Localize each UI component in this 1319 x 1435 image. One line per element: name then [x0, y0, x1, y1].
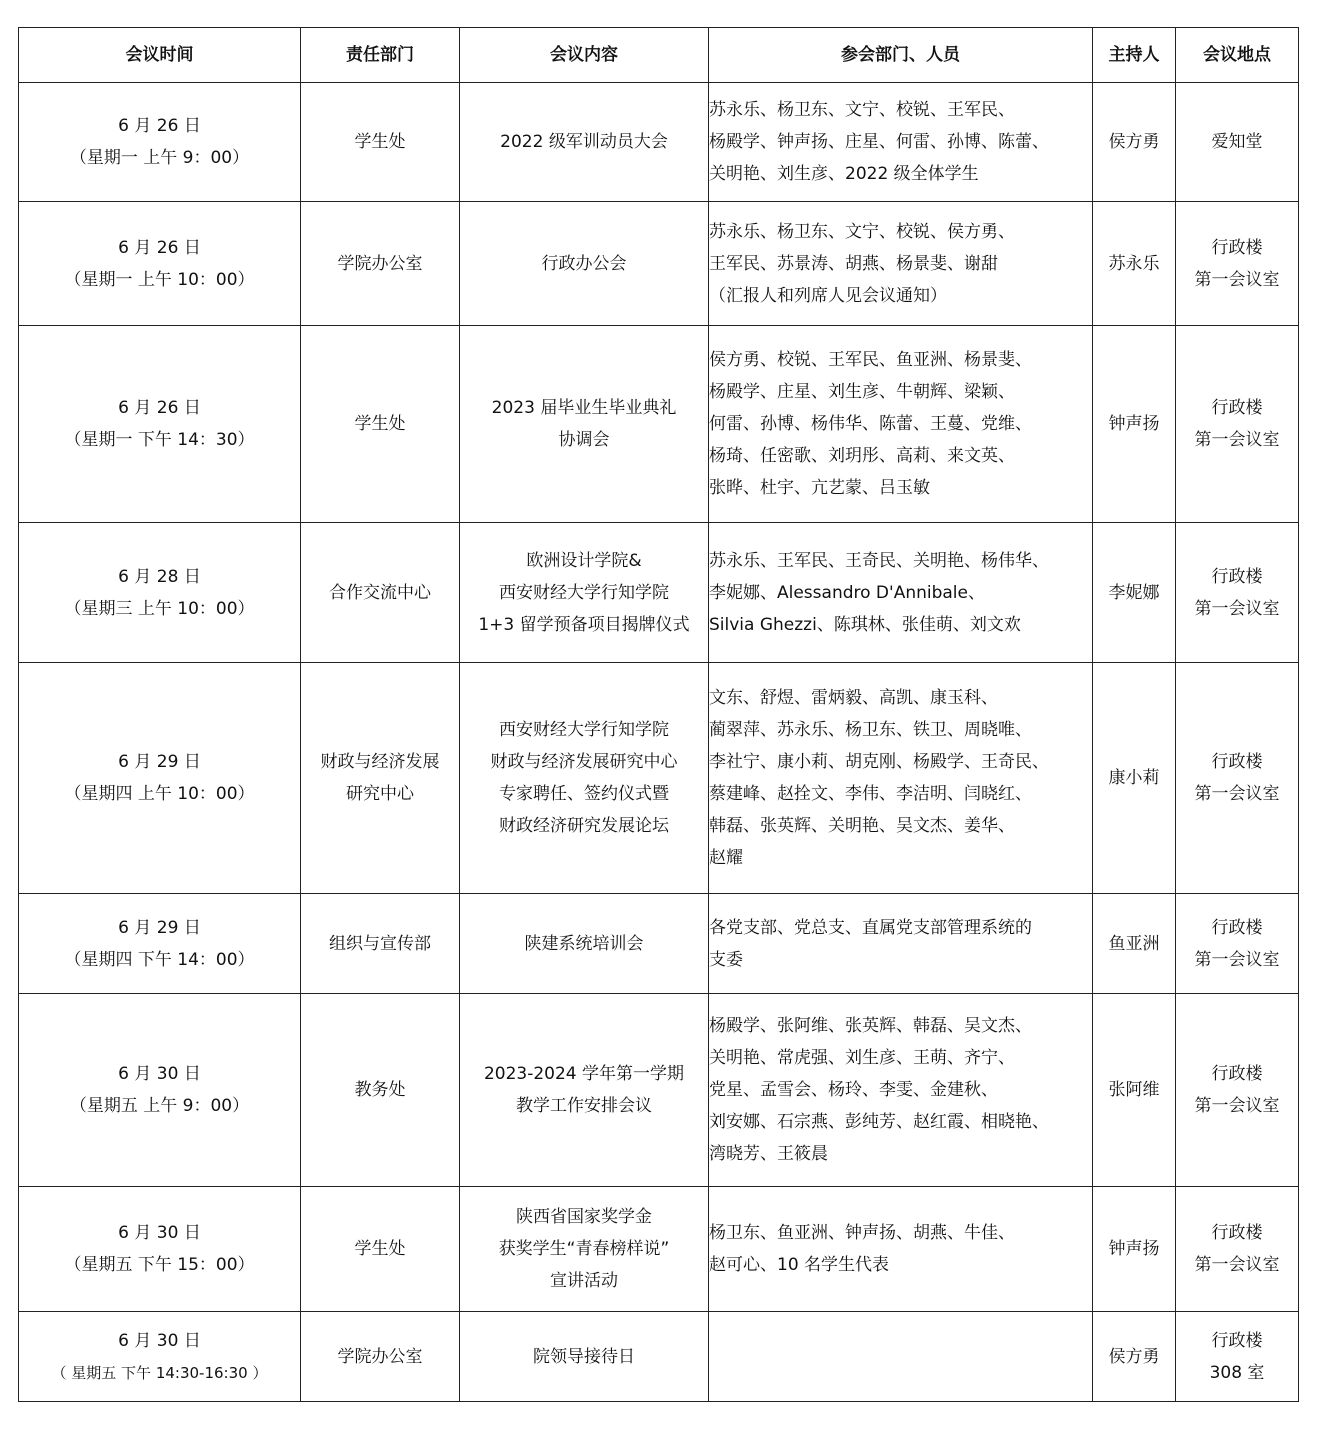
meeting-content-line: 行政办公会 [541, 253, 627, 274]
meeting-content-line: 获奖学生“青春榜样说” [498, 1239, 670, 1259]
meeting-date: 6 月 29 日 [118, 917, 201, 938]
attendees-line: 文东、舒煜、雷炳毅、高凯、康玉科、 [709, 688, 998, 708]
host-cell: 康小莉 [1093, 663, 1176, 894]
department-line: 研究中心 [346, 784, 414, 804]
attendees-line: 蔡建峰、赵拴文、李伟、李洁明、闫晓红、 [709, 784, 1032, 804]
location-line: 行政楼 [1211, 566, 1263, 587]
department-line: 合作交流中心 [329, 582, 431, 603]
location-line: 第一会议室 [1194, 430, 1280, 450]
meeting-content-cell [460, 1312, 709, 1402]
meeting-time-cell [19, 83, 301, 202]
meeting-weekday-time: （星期五 下午 15：00） [64, 1255, 255, 1275]
meeting-content-line: 专家聘任、签约仪式暨 [499, 784, 669, 804]
meeting-weekday-time: （星期一 上午 10：00） [64, 269, 255, 290]
meeting-content-cell [460, 994, 709, 1187]
table-row [19, 202, 1299, 326]
department-cell [301, 202, 460, 326]
location-line: 行政楼 [1211, 237, 1263, 258]
meeting-content-cell [460, 1187, 709, 1312]
location-cell [1176, 1187, 1299, 1312]
meeting-content-line: 欧洲设计学院& [526, 550, 642, 571]
department-cell [301, 1187, 460, 1312]
attendees-line: 李妮娜、Alessandro D'Annibale、 [709, 582, 985, 603]
department-line: 学生处 [354, 1239, 406, 1259]
department-line: 财政与经济发展 [320, 752, 440, 772]
location-line: 第一会议室 [1194, 269, 1280, 290]
location-line: 行政楼 [1211, 752, 1263, 772]
department-cell [301, 663, 460, 894]
meeting-weekday-time: （星期五 上午 9：00） [69, 1096, 250, 1116]
meeting-date: 6 月 30 日 [118, 1064, 201, 1084]
location-cell [1176, 663, 1299, 894]
attendees-line: 张晔、杜宇、亢艺蒙、吕玉敏 [709, 478, 930, 498]
location-line: 行政楼 [1211, 1330, 1263, 1351]
department-line: 教务处 [354, 1080, 406, 1100]
attendees-line: 赵耀 [709, 848, 743, 868]
location-line: 第一会议室 [1194, 784, 1280, 804]
meeting-content-cell [460, 894, 709, 994]
meeting-date: 6 月 30 日 [118, 1223, 201, 1243]
header-location: 会议地点 [1176, 28, 1299, 83]
attendees-line: 杨琦、任密歌、刘玥彤、高莉、来文英、 [709, 446, 1015, 466]
department-line: 组织与宣传部 [329, 933, 431, 954]
department-line: 学生处 [354, 132, 406, 152]
meeting-content-line: 财政与经济发展研究中心 [490, 752, 678, 772]
attendees-line: 杨殿学、钟声扬、庄星、何雷、孙博、陈蕾、 [709, 132, 1049, 152]
header-attendees: 参会部门、人员 [709, 28, 1093, 83]
host-cell: 侯方勇 [1093, 83, 1176, 202]
meeting-content-line: 1+3 留学预备项目揭牌仪式 [478, 614, 690, 635]
header-dept: 责任部门 [301, 28, 460, 83]
attendees-line: 各党支部、党总支、直属党支部管理系统的 [709, 917, 1032, 938]
meeting-date: 6 月 26 日 [118, 398, 201, 418]
header-time: 会议时间 [19, 28, 301, 83]
location-line: 第一会议室 [1194, 1255, 1280, 1275]
meeting-content-line: 2023 届毕业生毕业典礼 [491, 398, 677, 418]
department-cell [301, 1312, 460, 1402]
attendees-line: （汇报人和列席人见会议通知） [709, 285, 947, 306]
attendees-line: 支委 [709, 949, 743, 970]
location-cell [1176, 994, 1299, 1187]
attendees-line: 侯方勇、校锐、王军民、鱼亚洲、杨景斐、 [709, 350, 1032, 370]
host-cell: 钟声扬 [1093, 1187, 1176, 1312]
attendees-cell [709, 326, 1093, 523]
location-cell [1176, 1312, 1299, 1402]
department-cell [301, 326, 460, 523]
meeting-time-cell [19, 894, 301, 994]
attendees-line: 刘安娜、石宗燕、彭纯芳、赵红霞、相晓艳、 [709, 1112, 1049, 1132]
attendees-line: 苏永乐、杨卫东、文宁、校锐、侯方勇、 [709, 221, 1015, 242]
department-cell [301, 994, 460, 1187]
location-line: 第一会议室 [1194, 949, 1280, 970]
meeting-weekday-time: （星期四 上午 10：00） [64, 784, 255, 804]
meeting-content-line: 陕西省国家奖学金 [516, 1207, 652, 1227]
attendees-line: 党星、孟雪会、杨玲、李雯、金建秋、 [709, 1080, 998, 1100]
meeting-content-line: 2023-2024 学年第一学期 [483, 1064, 685, 1084]
meeting-content-line: 院领导接待日 [533, 1346, 635, 1367]
host-cell: 李妮娜 [1093, 523, 1176, 663]
meeting-weekday-time: （星期四 下午 14：00） [64, 949, 255, 970]
meeting-time-cell [19, 663, 301, 894]
meeting-weekday-time: （星期一 下午 14：30） [64, 430, 255, 450]
location-cell [1176, 83, 1299, 202]
department-line: 学生处 [354, 414, 406, 434]
department-cell [301, 83, 460, 202]
meeting-time-cell [19, 994, 301, 1187]
header-host: 主持人 [1093, 28, 1176, 83]
meeting-content-cell [460, 202, 709, 326]
location-line: 308 室 [1209, 1362, 1265, 1383]
table-row [19, 326, 1299, 523]
attendees-cell [709, 83, 1093, 202]
attendees-line: 苏永乐、杨卫东、文宁、校锐、王军民、 [709, 100, 1015, 120]
host-cell: 侯方勇 [1093, 1312, 1176, 1402]
meeting-schedule-table [18, 27, 1299, 1402]
header-row [19, 28, 1299, 83]
table-row [19, 994, 1299, 1187]
meeting-date: 6 月 29 日 [118, 752, 201, 772]
meeting-time-cell [19, 326, 301, 523]
attendees-line: 关明艳、常虎强、刘生彦、王萌、齐宁、 [709, 1048, 1015, 1068]
attendees-line: 蔺翠萍、苏永乐、杨卫东、铁卫、周晓唯、 [709, 720, 1032, 740]
attendees-cell [709, 1312, 1093, 1402]
location-line: 行政楼 [1211, 1223, 1263, 1243]
location-cell [1176, 326, 1299, 523]
attendees-line: 王军民、苏景涛、胡燕、杨景斐、谢甜 [709, 253, 998, 274]
attendees-cell [709, 1187, 1093, 1312]
location-line: 行政楼 [1211, 398, 1263, 418]
attendees-line: 杨殿学、张阿维、张英辉、韩磊、吴文杰、 [709, 1016, 1032, 1036]
attendees-line: 苏永乐、王军民、王奇民、关明艳、杨伟华、 [709, 550, 1049, 571]
meeting-time-cell [19, 1312, 301, 1402]
attendees-line: 湾晓芳、王筱晨 [709, 1144, 828, 1164]
table-row [19, 663, 1299, 894]
meeting-content-cell [460, 663, 709, 894]
meeting-content-line: 2022 级军训动员大会 [500, 132, 668, 152]
location-line: 第一会议室 [1194, 1096, 1280, 1116]
attendees-cell [709, 994, 1093, 1187]
meeting-content-line: 陕建系统培训会 [524, 933, 644, 954]
meeting-content-cell [460, 83, 709, 202]
meeting-weekday-time: （ 星期五 下午 14:30-16:30 ） [51, 1363, 268, 1382]
meeting-date: 6 月 30 日 [118, 1330, 201, 1351]
attendees-line: 何雷、孙博、杨伟华、陈蕾、王蔓、党维、 [709, 414, 1032, 434]
attendees-line: Silvia Ghezzi、陈琪林、张佳萌、刘文欢 [709, 614, 1021, 635]
host-cell: 苏永乐 [1093, 202, 1176, 326]
table-row [19, 1187, 1299, 1312]
attendees-line: 李社宁、康小莉、胡克刚、杨殿学、王奇民、 [709, 752, 1049, 772]
meeting-time-cell [19, 523, 301, 663]
location-cell [1176, 894, 1299, 994]
meeting-content-line: 西安财经大学行知学院 [499, 582, 669, 603]
attendees-line: 韩磊、张英辉、关明艳、吴文杰、姜华、 [709, 816, 1015, 836]
meeting-weekday-time: （星期一 上午 9：00） [69, 148, 250, 168]
meeting-time-cell [19, 202, 301, 326]
attendees-cell [709, 894, 1093, 994]
department-line: 学院办公室 [337, 253, 423, 274]
location-line: 爱知堂 [1211, 132, 1263, 152]
department-cell [301, 523, 460, 663]
meeting-date: 6 月 28 日 [118, 566, 201, 587]
meeting-content-line: 财政经济研究发展论坛 [499, 816, 669, 836]
location-line: 第一会议室 [1194, 598, 1280, 619]
attendees-line: 杨卫东、鱼亚洲、钟声扬、胡燕、牛佳、 [709, 1223, 1015, 1243]
location-cell [1176, 523, 1299, 663]
meeting-time-cell [19, 1187, 301, 1312]
host-cell: 张阿维 [1093, 994, 1176, 1187]
location-cell [1176, 202, 1299, 326]
meeting-content-line: 宣讲活动 [550, 1271, 618, 1291]
location-line: 行政楼 [1211, 917, 1263, 938]
meeting-date: 6 月 26 日 [118, 237, 201, 258]
attendees-cell [709, 202, 1093, 326]
attendees-line: 杨殿学、庄星、刘生彦、牛朝辉、梁颖、 [709, 382, 1015, 402]
meeting-content-cell [460, 326, 709, 523]
host-cell: 鱼亚洲 [1093, 894, 1176, 994]
attendees-cell [709, 663, 1093, 894]
meeting-weekday-time: （星期三 上午 10：00） [64, 598, 255, 619]
meeting-content-cell [460, 523, 709, 663]
attendees-line: 赵可心、10 名学生代表 [709, 1255, 890, 1275]
meeting-date: 6 月 26 日 [118, 116, 201, 136]
meeting-content-line: 西安财经大学行知学院 [499, 720, 669, 740]
table-row [19, 83, 1299, 202]
meeting-content-line: 协调会 [558, 430, 610, 450]
table-row [19, 894, 1299, 994]
department-cell [301, 894, 460, 994]
table-row [19, 1312, 1299, 1402]
attendees-cell [709, 523, 1093, 663]
location-line: 行政楼 [1211, 1064, 1263, 1084]
attendees-line: 关明艳、刘生彦、2022 级全体学生 [709, 164, 979, 184]
table-row [19, 523, 1299, 663]
header-content: 会议内容 [460, 28, 709, 83]
meeting-content-line: 教学工作安排会议 [516, 1096, 652, 1116]
host-cell: 钟声扬 [1093, 326, 1176, 523]
department-line: 学院办公室 [337, 1346, 423, 1367]
